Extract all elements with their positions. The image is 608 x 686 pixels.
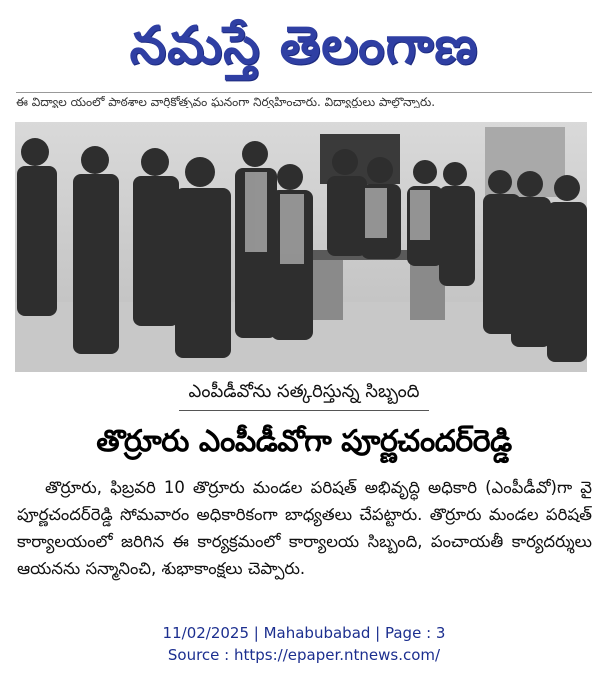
article-headline: తొర్రూరు ఎంపీడీవోగా పూర్ణచందర్‌రెడ్డి xyxy=(96,424,512,459)
footer xyxy=(0,622,608,666)
masthead xyxy=(0,0,608,92)
newspaper-title: నమస్తే తెలంగాణ xyxy=(129,16,479,76)
caption-text: ఎంపీడీవోను సత్కరిస్తున్న సిబ్బంది xyxy=(179,377,430,411)
group-photo-image xyxy=(15,122,587,372)
photo-caption xyxy=(0,376,608,412)
article-body: తొర్రూరు, ఫిబ్రవరి 10 తొర్రూరు మండల పరిషత్ అభివృద్ధి అధికారి (ఎంపీడీవో)గా వై పూర్ణచందర్‌రెడ్డి సోమవారం అధికారికంగా బాధ్యతలు చేపట్టారు. తొర్రూరు మండల పరిషత్ కార్యాలయంలో జరిగిన ఈ కార్యక్రమంలో కార్యాలయ సిబ్బంది, పంచాయతీ కార్యదర్శులు ఆయనను సన్మానించి, శుభాకాంక్షలు చెప్పారు. xyxy=(17,478,592,578)
source-line: Source : https://epaper.ntnews.com/ xyxy=(167,646,441,664)
news-photo xyxy=(15,122,587,372)
dateline: 11/02/2025 | Mahabubabad | Page : 3 xyxy=(162,624,446,642)
cut-off-text-line: ఈ విద్యాల యంలో పాఠశాల వార్షికోత్సవం ఘనంగా నిర్వహించారు. విద్యార్థులు పాల్గొన్నారు. xyxy=(16,96,436,108)
